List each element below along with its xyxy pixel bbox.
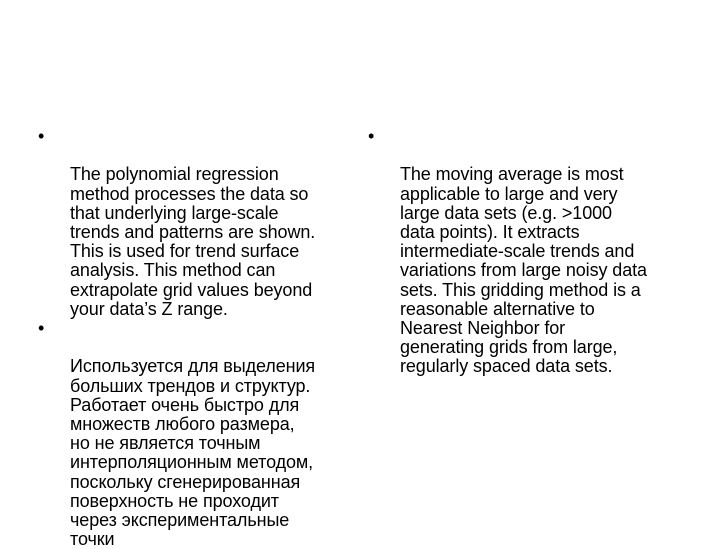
bullet-item-polynomial-regression-ru [38, 319, 358, 549]
bullet-icon: • [38, 126, 45, 146]
left-bullet-list [38, 127, 358, 549]
bullet-icon: • [368, 126, 375, 146]
bullet-item-polynomial-regression-en [38, 127, 358, 319]
bullet-text: Используется для выделения больших трендов и структур. Работает очень быстро для множеств любого размера, но не является точным интерполяционным методом, поскольку сгенерированная поверхность не проходит через экспериментальные точки [70, 356, 316, 549]
bullet-item-moving-average [368, 127, 698, 377]
bullet-text: The moving average is most applicable to large and very large data sets (e.g. >1000 data points). It extracts intermediate-scale trends and variations from large noisy data sets. This gridding method is a reasonable alternative to Nearest Neighbor for generating grids from large, regularly spaced data sets. [400, 164, 647, 377]
bullet-text: The polynomial regression method processes the data so that underlying large-scale trends and patterns are shown. This is used for trend surface analysis. This method can extrapolate grid values beyond your data’s Z range. [70, 164, 316, 319]
right-bullet-list [368, 127, 698, 377]
bullet-icon: • [38, 318, 45, 339]
